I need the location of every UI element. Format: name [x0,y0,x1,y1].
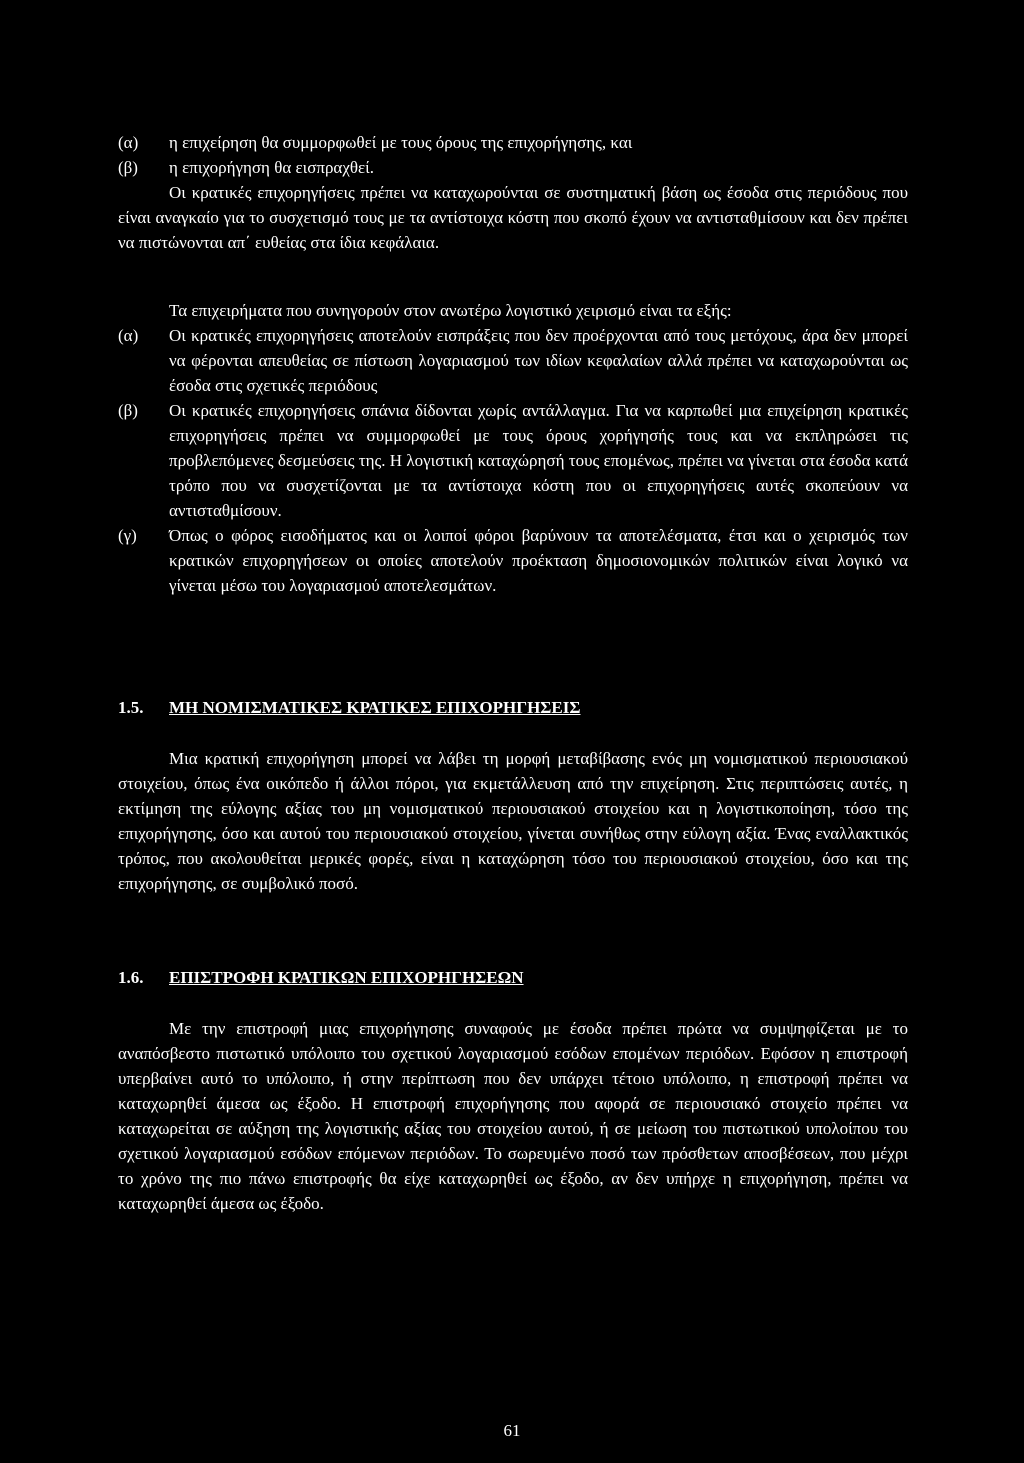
list-item [118,398,908,523]
top-section [118,130,908,255]
list-item-text: Οι κρατικές επιχορηγήσεις αποτελούν εισπράξεις που δεν προέρχονται από τους μετόχους, άρα δεν μπορεί να φέρονται απευθείας σε πίστωση λογαριασμού των ιδίων κεφαλαίων αλλά πρέπει να καταχωρούνται ως έσοδα στις σχετικές περιόδους [169,326,908,395]
list-item [118,130,908,155]
list-marker: (β) [118,158,138,177]
list-marker: (α) [118,133,139,152]
paragraph: Οι κρατικές επιχορηγήσεις πρέπει να καταχωρούνται σε συστηματική βάση ως έσοδα στις περιόδους που είναι αναγκαίο για το συσχετισμό τους με τα αντίστοιχα κόστη που σκοπό έχουν να αντισταθμίσουν και δεν πρέπει να πιστώνονται απ΄ ευθείας στα ίδια κεφάλαια. [118,183,908,252]
section-number: 1.5. [118,698,144,717]
list-item-text: Όπως ο φόρος εισοδήματος και οι λοιποί φόροι βαρύνουν τα αποτελέσματα, έτσι και ο χειρισμός των κρατικών επιχορηγήσεων οι οποίες αποτελούν προέκταση δημοσιονομικών πολιτικών είναι λογικό να γίνεται μέσω του λογαριασμού αποτελεσμάτων. [169,526,908,595]
page-number: 61 [503,1421,521,1440]
section-body [118,1016,908,1216]
section-number: 1.6. [118,968,144,987]
section-title: ΕΠΙΣΤΡΟΦΗ ΚΡΑΤΙΚΩΝ ΕΠΙΧΟΡΗΓΗΣΕΩΝ [169,968,524,987]
list-item [118,323,908,398]
list-marker: (β) [118,401,138,420]
paragraph: Μια κρατική επιχορήγηση μπορεί να λάβει τη μορφή μεταβίβασης ενός μη νομισματικού περιουσιακού στοιχείου, όπως ένα οικόπεδο ή άλλοι πόροι, για εκμετάλλευση από την επιχείρηση. Στις περιπτώσεις αυτές, η εκτίμηση της εύλογης αξίας του μη νομισματικού περιουσιακού στοιχείου και η λογιστικοποίηση, τόσο της επιχορήγησης, όσο και αυτού του περιουσιακού στοιχείου, γίνεται συνήθως στην εύλογη αξία. Ένας εναλλακτικός τρόπος, που ακολουθείται μερικές φορές, είναι η καταχώρηση τόσο του περιουσιακού στοιχείου, όσο και της επιχορήγησης, σε συμβολικό ποσό. [118,749,908,893]
list-marker: (α) [118,326,139,345]
section-heading [118,965,908,990]
section-body [118,746,908,896]
list-item-text: Οι κρατικές επιχορηγήσεις σπάνια δίδονται χωρίς αντάλλαγμα. Για να καρπωθεί μια επιχείρηση κρατικές επιχορηγήσεις πρέπει να συμμορφωθεί με τους όρους χορήγησής τους και να εκπληρώσει τις προβλεπόμενες δεσμεύσεις της. Η λογιστική καταχώρησή τους επομένως, πρέπει να γίνεται στα έσοδα κατά τρόπο που να συσχετίζονται με τα αντίστοιχα κόστη που οι επιχορηγήσεις αυτές σκοπεύουν να αντισταθμίσουν. [169,401,908,520]
arguments-section [118,298,908,598]
list-item [118,155,908,180]
paragraph: Με την επιστροφή μιας επιχορήγησης συναφούς με έσοδα πρέπει πρώτα να συμψηφίζεται με το αναπόσβεστο πιστωτικό υπόλοιπο του σχετικού λογαριασμού εσόδων επομένων περιόδων. Εφόσον η επιστροφή υπερβαίνει αυτό το υπόλοιπο, ή στην περίπτωση που δεν υπάρχει τέτοιο υπόλοιπο, η επιστροφή πρέπει να καταχωρηθεί άμεσα ως έξοδο. Η επιστροφή επιχορήγησης που αφορά σε περιουσιακό στοιχείο πρέπει να καταχωρείται σε αύξηση της λογιστικής αξίας του στοιχείου αυτού, ή σε μείωση του πιστωτικού υπολοίπου του σχετικού λογαριασμού εσόδων επόμενων περιόδων. Το σωρευμένο ποσό των πρόσθετων αποσβέσεων, που μέχρι το χρόνο της πιο πάνω επιστροφής θα είχε καταχωρηθεί ως έξοδο, αν δεν υπήρχε η επιχορήγηση, πρέπει να καταχωρηθεί άμεσα ως έξοδο. [118,1019,908,1213]
list-marker: (γ) [118,526,137,545]
list-item [118,523,908,598]
arguments-intro: Τα επιχειρήματα που συνηγορούν στον ανωτέρω λογιστικό χειρισμό είναι τα εξής: [169,301,732,320]
section-heading [118,695,908,720]
list-item-text: η επιχείρηση θα συμμορφωθεί με τους όρους της επιχορήγησης, και [169,133,633,152]
list-item-text: η επιχορήγηση θα εισπραχθεί. [169,158,374,177]
section-title: ΜΗ ΝΟΜΙΣΜΑΤΙΚΕΣ ΚΡΑΤΙΚΕΣ ΕΠΙΧΟΡΗΓΗΣΕΙΣ [169,698,581,717]
